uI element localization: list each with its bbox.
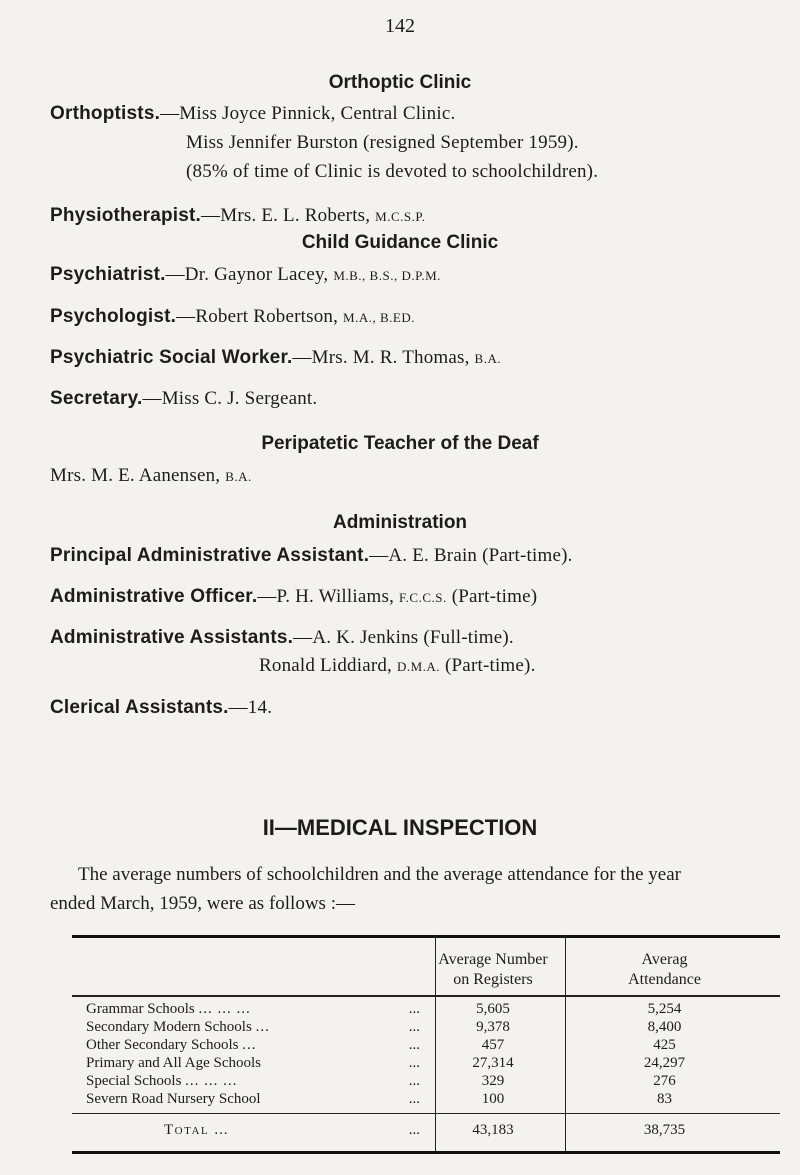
medical-inspection-heading: II—MEDICAL INSPECTION xyxy=(262,815,538,840)
table-header-rule xyxy=(72,995,780,997)
row-registers: 457 xyxy=(481,1037,505,1053)
assistants-line-1 xyxy=(50,627,514,649)
psychiatrist-label: Psychiatrist. xyxy=(50,264,166,285)
psychologist-name: —Robert Robertson, xyxy=(176,306,344,327)
assistants-line-2 xyxy=(259,655,536,677)
attendance-header xyxy=(567,950,762,990)
psychologist-qualification: M.A., B.ED. xyxy=(343,310,415,325)
row-leader: ... xyxy=(408,1037,420,1053)
row-registers: 329 xyxy=(481,1073,505,1089)
peripatetic-name: Mrs. M. E. Aanensen, xyxy=(50,465,226,486)
secretary-line xyxy=(50,388,317,410)
psychiatrist-qualification: M.B., B.S., D.P.M. xyxy=(333,268,441,283)
orthoptists-line-2: Miss Jennifer Burston (resigned September 1959). xyxy=(186,132,579,153)
physiotherapist-name: —Mrs. E. L. Roberts, xyxy=(201,205,376,226)
social-worker-name: —Mrs. M. R. Thomas, xyxy=(292,347,475,368)
table-top-rule xyxy=(72,935,780,938)
officer-label: Administrative Officer. xyxy=(50,586,258,607)
principal-label: Principal Administrative Assistant. xyxy=(50,545,370,566)
table-bottom-rule xyxy=(72,1151,780,1154)
social-worker-qualification: B.A. xyxy=(474,351,502,366)
attendance-table xyxy=(72,935,780,1155)
medical-intro xyxy=(50,860,770,918)
peripatetic-heading: Peripatetic Teacher of the Deaf xyxy=(261,433,539,454)
orthoptists-label: Orthoptists. xyxy=(50,103,161,124)
assistants-name-2: Ronald Liddiard, xyxy=(259,655,397,676)
table-divider-2 xyxy=(565,935,566,1153)
principal-name: —A. E. Brain (Part-time). xyxy=(369,545,573,566)
row-leader: ... xyxy=(408,1091,420,1107)
principal-line xyxy=(50,545,573,567)
secretary-label: Secretary. xyxy=(50,388,143,409)
psychologist-line xyxy=(50,306,415,328)
clerical-label: Clerical Assistants. xyxy=(50,697,229,718)
medical-intro-line-2: ended March, 1959, were as follows :— xyxy=(50,893,355,914)
assistants-name-1: —A. K. Jenkins (Full-time). xyxy=(293,627,514,648)
physiotherapist-qualification: M.C.S.P. xyxy=(375,209,426,224)
row-attendance: 24,297 xyxy=(643,1055,686,1071)
psychologist-label: Psychologist. xyxy=(50,306,177,327)
psychiatrist-line xyxy=(50,264,441,286)
registers-header-line-2: on Registers xyxy=(453,971,533,988)
row-label: Primary and All Age Schools xyxy=(86,1055,261,1071)
total-label: Total ... xyxy=(164,1122,229,1138)
secretary-name: —Miss C. J. Sergeant. xyxy=(142,388,318,409)
row-registers: 27,314 xyxy=(472,1055,514,1071)
row-leader: ... xyxy=(408,1073,420,1089)
table-total-rule xyxy=(72,1113,780,1114)
orthoptic-heading: Orthoptic Clinic xyxy=(328,72,472,93)
clerical-count: —14. xyxy=(228,697,273,718)
orthoptists-name-1: —Miss Joyce Pinnick, Central Clinic. xyxy=(160,103,456,124)
row-attendance: 425 xyxy=(653,1037,676,1053)
psychiatrist-name: —Dr. Gaynor Lacey, xyxy=(165,264,334,285)
orthoptists-line-1 xyxy=(50,103,455,125)
officer-name: —P. H. Williams, xyxy=(257,586,399,607)
row-registers: 5,605 xyxy=(476,1001,510,1017)
table-divider-1 xyxy=(435,935,436,1153)
page-number: 142 xyxy=(385,15,415,37)
row-attendance: 276 xyxy=(653,1073,676,1089)
registers-header-line-1: Average Number xyxy=(438,951,548,968)
row-attendance: 83 xyxy=(657,1091,672,1107)
assistants-label: Administrative Assistants. xyxy=(50,627,294,648)
medical-intro-line-1: The average numbers of schoolchildren and the average attendance for the year xyxy=(78,864,681,885)
social-worker-label: Psychiatric Social Worker. xyxy=(50,347,293,368)
row-attendance: 8,400 xyxy=(647,1019,682,1035)
assistants-tail-2: (Part-time). xyxy=(440,655,536,676)
row-attendance: 5,254 xyxy=(647,1001,682,1017)
total-attendance: 38,735 xyxy=(643,1122,686,1138)
total-leader: ... xyxy=(408,1122,420,1138)
officer-tail: (Part-time) xyxy=(446,586,538,607)
social-worker-line xyxy=(50,347,501,369)
row-label: Other Secondary Schools ... xyxy=(86,1037,257,1053)
peripatetic-qualification: B.A. xyxy=(225,469,252,484)
row-label: Secondary Modern Schools ... xyxy=(86,1019,270,1035)
row-leader: ... xyxy=(408,1055,420,1071)
orthoptists-line-3: (85% of time of Clinic is devoted to schoolchildren). xyxy=(186,161,599,182)
row-label: Severn Road Nursery School xyxy=(86,1091,261,1107)
administration-heading: Administration xyxy=(332,512,468,533)
child-guidance-heading: Child Guidance Clinic xyxy=(301,232,499,253)
officer-line xyxy=(50,586,537,608)
peripatetic-line xyxy=(50,465,252,487)
assistants-qualification-2: D.M.A. xyxy=(396,659,441,674)
row-registers: 9,378 xyxy=(476,1019,510,1035)
registers-header xyxy=(437,950,549,990)
row-label: Grammar Schools ... ... ... xyxy=(86,1001,251,1017)
physiotherapist-label: Physiotherapist. xyxy=(50,205,202,226)
row-leader: ... xyxy=(408,1019,420,1035)
row-registers: 100 xyxy=(481,1091,505,1107)
attendance-header-line-2: Attendance xyxy=(628,971,701,988)
attendance-header-line-1: Averag xyxy=(641,951,688,968)
row-leader: ... xyxy=(408,1001,420,1017)
officer-qualification: F.C.C.S. xyxy=(398,590,447,605)
clerical-line xyxy=(50,697,272,719)
total-registers: 43,183 xyxy=(472,1122,514,1138)
physiotherapist-line xyxy=(50,205,425,227)
row-label: Special Schools ... ... ... xyxy=(86,1073,238,1089)
